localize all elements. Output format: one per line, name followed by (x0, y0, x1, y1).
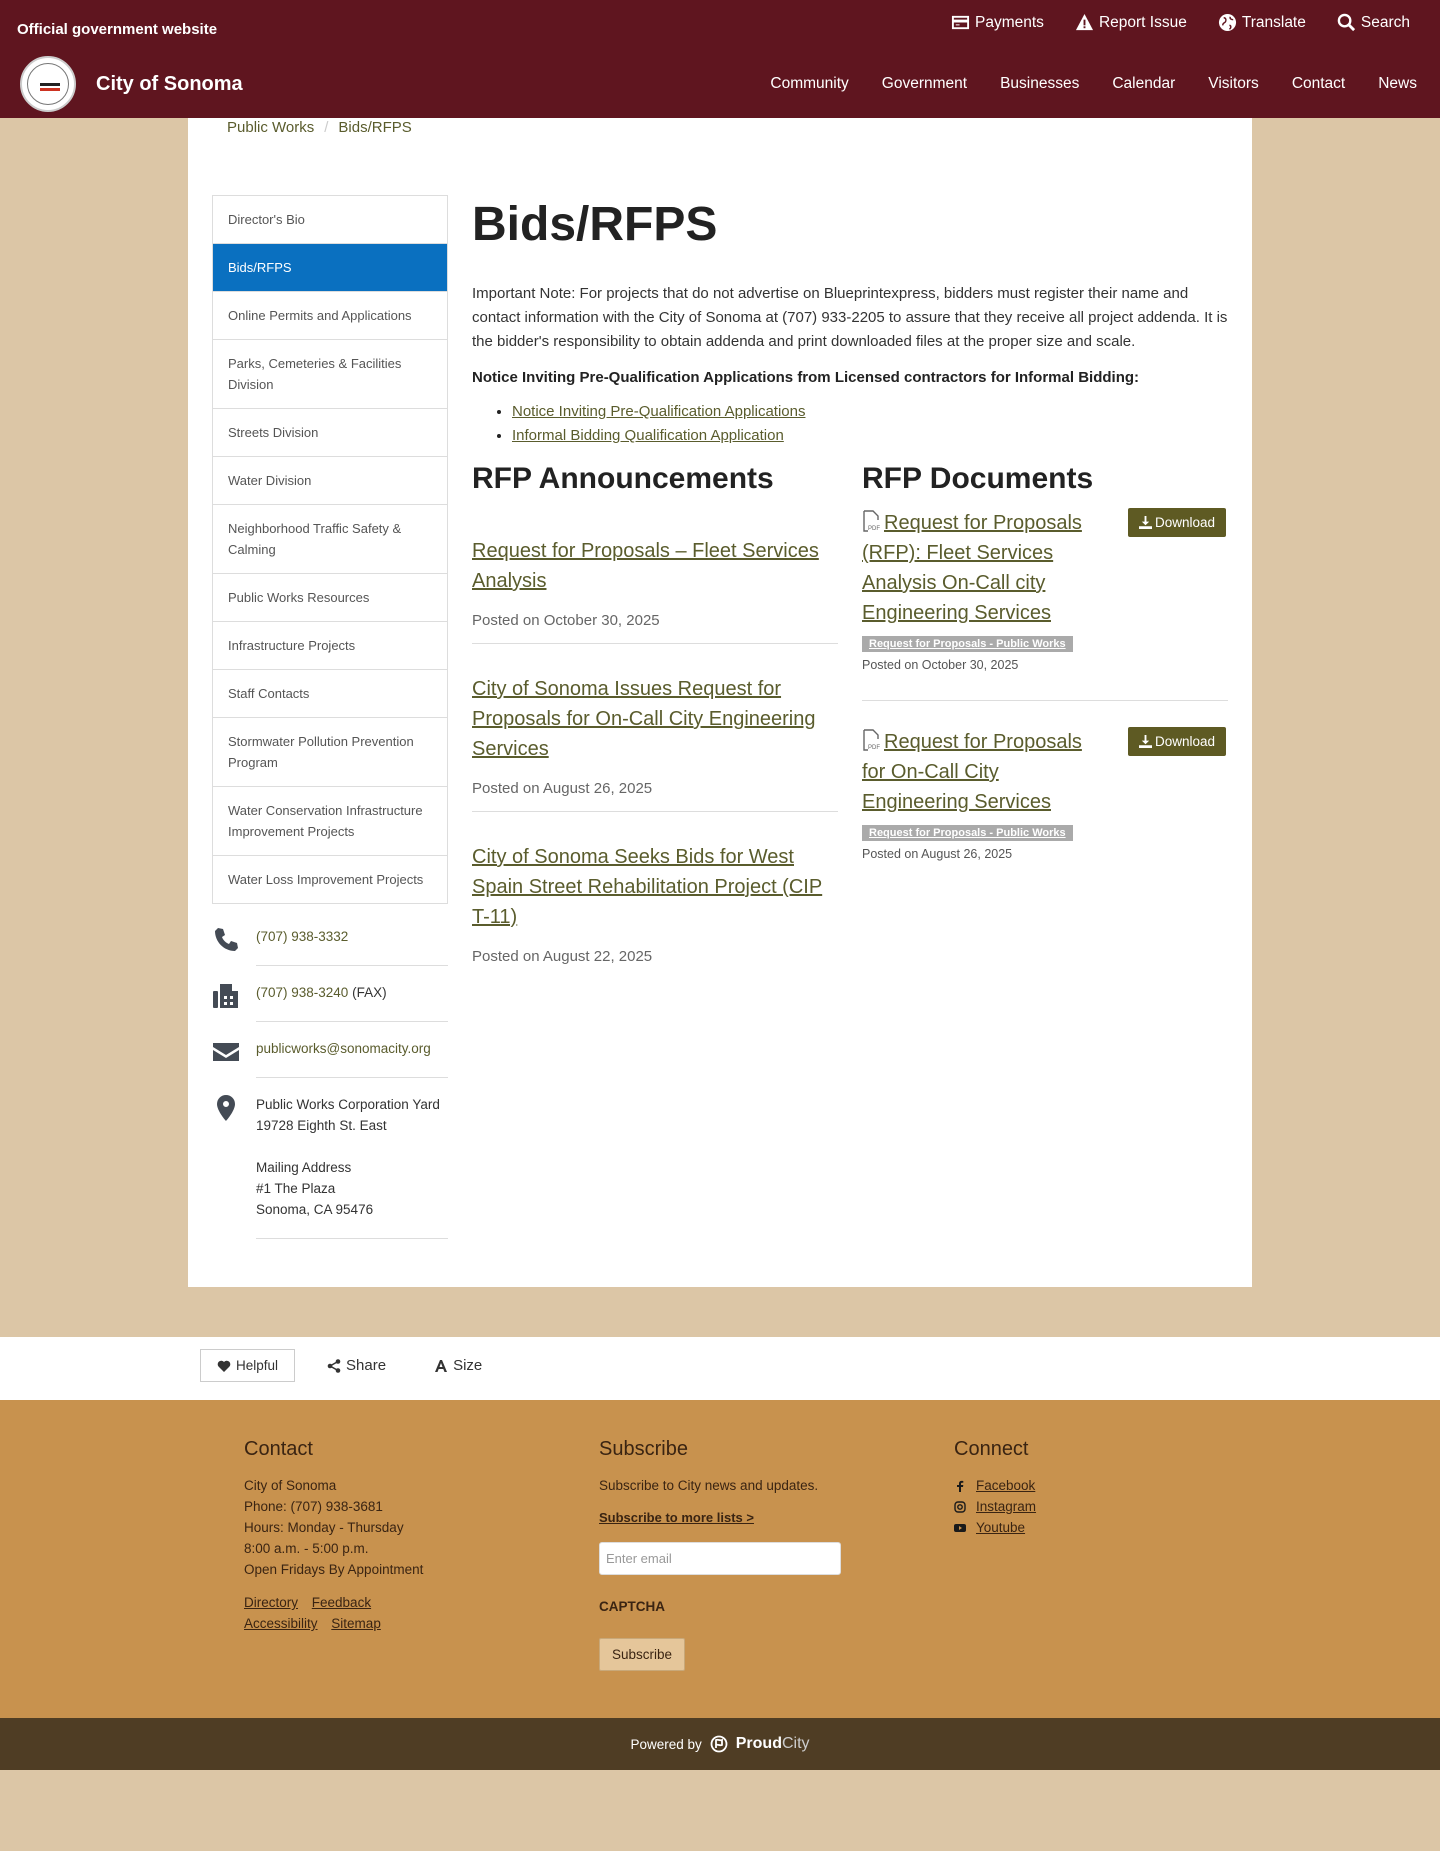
announcement-date: Posted on August 22, 2025 (472, 948, 653, 965)
font-size-icon (434, 1359, 448, 1373)
sidebar-item-water-conservation[interactable]: Water Conservation Infrastructure Improvement Projects (213, 787, 447, 856)
site-header (0, 0, 1440, 118)
credit-card-icon (951, 13, 970, 32)
search-link[interactable]: Search (1337, 13, 1410, 32)
subscribe-more-lists-link[interactable]: Subscribe to more lists > (599, 1510, 754, 1525)
official-site-label: Official government website (17, 21, 218, 38)
sidebar-item-water-loss[interactable]: Water Loss Improvement Projects (228, 872, 424, 887)
subscribe-button[interactable]: Subscribe (599, 1638, 685, 1671)
fax-suffix: (FAX) (348, 985, 387, 1000)
rfp-announcements (472, 462, 838, 1009)
download-icon (1139, 516, 1152, 529)
rfp-documents (862, 462, 1228, 1009)
translate-link[interactable]: Translate (1218, 13, 1306, 32)
share-button[interactable]: Share (311, 1349, 402, 1382)
main-nav (770, 75, 1417, 93)
breadcrumb-separator: / (324, 119, 329, 136)
footer-feedback-link[interactable]: Feedback (311, 1595, 372, 1610)
nav-community[interactable]: Community (770, 75, 849, 92)
page-container (188, 118, 1252, 1287)
sidebar-item-online-permits[interactable]: Online Permits and Applications (213, 292, 447, 340)
announcement-item (472, 536, 838, 644)
sidebar-item-bids-rfps[interactable]: Bids/RFPS (213, 244, 447, 292)
facebook-icon (954, 1480, 966, 1492)
nav-news[interactable]: News (1378, 75, 1417, 92)
announcement-item (472, 842, 838, 979)
informal-bidding-link[interactable]: Informal Bidding Qualification Application (512, 427, 784, 444)
pdf-file-icon (862, 729, 880, 751)
prequalification-links (512, 400, 1228, 448)
proudcity-link[interactable]: ProudCity (735, 1735, 810, 1752)
download-button[interactable]: Download (1128, 727, 1226, 756)
nav-government[interactable]: Government (881, 75, 968, 92)
city-seal-logo (20, 56, 76, 112)
document-item (862, 727, 1228, 889)
notice-inviting-link[interactable]: Notice Inviting Pre-Qualification Applications (512, 403, 806, 420)
section-nav (212, 195, 448, 904)
documents-heading: RFP Documents (862, 462, 1094, 495)
youtube-icon (954, 1522, 966, 1534)
sidebar-item-resources[interactable]: Public Works Resources (213, 574, 447, 622)
sidebar-item-directors-bio[interactable]: Director's Bio (213, 196, 447, 244)
email-link[interactable]: publicworks@sonomacity.org (256, 1041, 431, 1056)
department-contact (212, 910, 448, 1239)
phone-link[interactable]: (707) 938-3332 (256, 929, 349, 944)
document-date: Posted on October 30, 2025 (862, 658, 1019, 672)
nav-contact[interactable]: Contact (1291, 75, 1346, 92)
document-item (862, 508, 1228, 701)
instagram-icon (954, 1501, 966, 1513)
captcha-label: CAPTCHA (599, 1599, 665, 1614)
category-tag[interactable]: Request for Proposals - Public Works (862, 825, 1073, 841)
brand-home-link[interactable] (20, 56, 243, 112)
announcement-item (472, 674, 838, 812)
report-issue-link[interactable]: Report Issue (1075, 13, 1187, 32)
nav-calendar[interactable]: Calendar (1112, 75, 1176, 92)
breadcrumb-current[interactable]: Bids/RFPS (338, 119, 412, 136)
footer-subscribe-heading: Subscribe (599, 1438, 688, 1460)
map-pin-icon (212, 1094, 240, 1122)
announcement-link[interactable]: City of Sonoma Seeks Bids for West Spain Street Rehabilitation Project (CIP T-11) (472, 846, 823, 928)
sidebar-item-staff-contacts[interactable]: Staff Contacts (213, 670, 447, 718)
share-icon (327, 1359, 341, 1373)
nav-businesses[interactable]: Businesses (1000, 75, 1080, 92)
pdf-file-icon (862, 510, 880, 532)
important-note: Important Note: For projects that do not advertise on Blueprintexpress, bidders must register their name and contact information with the City of Sonoma at (707) 933-2205 to assure that they receive all project addenda. It is the bidder's responsibility to obtain addenda and print downloaded files at the proper size and scale. (472, 285, 1228, 350)
powered-by-bar (0, 1718, 1440, 1770)
footer-connect (954, 1438, 1036, 1538)
warning-icon (1075, 13, 1094, 32)
svg-text:PDF: PDF (868, 745, 880, 751)
sidebar-item-traffic-safety[interactable]: Neighborhood Traffic Safety & Calming (213, 505, 447, 574)
footer-subscribe: Subscribe Subscribe to City news and updates. Subscribe to more lists > Enter email CAPTCHA Subscribe (599, 1438, 841, 1671)
footer-accessibility-link[interactable]: Accessibility (244, 1616, 318, 1631)
search-icon (1337, 13, 1356, 32)
phone-icon (212, 926, 240, 954)
announcement-link[interactable]: Request for Proposals – Fleet Services Analysis (472, 540, 819, 592)
proudcity-logo-icon (710, 1735, 728, 1753)
announcements-heading: RFP Announcements (472, 462, 774, 495)
fax-link[interactable]: (707) 938-3240 (256, 985, 349, 1000)
sidebar-item-stormwater[interactable]: Stormwater Pollution Prevention Program (213, 718, 447, 787)
footer-sitemap-link[interactable]: Sitemap (331, 1616, 381, 1631)
email-input[interactable] (599, 1542, 841, 1575)
svg-text:PDF: PDF (868, 526, 880, 532)
utility-nav (951, 13, 1410, 32)
instagram-link[interactable]: Instagram (976, 1499, 1037, 1514)
main-content (472, 195, 1228, 1239)
sidebar-item-streets[interactable]: Streets Division (213, 409, 447, 457)
globe-icon (1218, 13, 1237, 32)
footer-contact-heading: Contact (244, 1438, 313, 1460)
document-date: Posted on August 26, 2025 (862, 847, 1013, 861)
page-tools-bar (0, 1337, 1440, 1400)
category-tag[interactable]: Request for Proposals - Public Works (862, 636, 1073, 652)
download-icon (1139, 735, 1152, 748)
heart-icon (217, 1359, 231, 1373)
nav-visitors[interactable]: Visitors (1208, 75, 1259, 92)
sidebar-item-water[interactable]: Water Division (213, 457, 447, 505)
text-size-button[interactable]: Size (418, 1349, 498, 1382)
document-link[interactable]: Request for Proposals for On-Call City Engineering Services (862, 731, 1082, 813)
facebook-link[interactable]: Facebook (976, 1478, 1036, 1493)
address-block: Public Works Corporation Yard 19728 Eighth St. East Mailing Address #1 The Plaza Sonoma, CA 95476 (256, 1078, 448, 1239)
fax-icon (212, 982, 240, 1010)
youtube-link[interactable]: Youtube (976, 1520, 1026, 1535)
sidebar-item-infrastructure[interactable]: Infrastructure Projects (213, 622, 447, 670)
page-title: Bids/RFPS (472, 198, 718, 251)
envelope-icon (212, 1038, 240, 1066)
site-footer (0, 1400, 1440, 1718)
breadcrumb-public-works[interactable]: Public Works (227, 119, 315, 136)
announcement-link[interactable]: City of Sonoma Issues Request for Proposals for On-Call City Engineering Services (472, 678, 816, 760)
announcement-date: Posted on October 30, 2025 (472, 612, 660, 629)
site-name: City of Sonoma (96, 72, 243, 95)
document-link[interactable]: Request for Proposals (RFP): Fleet Services Analysis On-Call city Engineering Services (862, 512, 1082, 624)
sidebar-item-parks-cemeteries[interactable]: Parks, Cemeteries & Facilities Division (213, 340, 447, 409)
breadcrumb (212, 118, 1228, 195)
footer-contact: Contact City of Sonoma Phone: (707) 938-3681 Hours: Monday - Thursday 8:00 a.m. - 5:00 p.m. Open Fridays By Appointment Directory Feedback Accessibility Sitemap (244, 1438, 424, 1631)
download-button[interactable]: Download (1128, 508, 1226, 537)
footer-connect-heading: Connect (954, 1438, 1029, 1460)
announcement-date: Posted on August 26, 2025 (472, 780, 653, 797)
sidebar (212, 195, 448, 1239)
footer-directory-link[interactable]: Directory (244, 1595, 299, 1610)
helpful-button[interactable]: Helpful (200, 1349, 295, 1382)
powered-by-label: Powered by (630, 1736, 702, 1752)
prequalification-notice: Notice Inviting Pre-Qualification Applications from Licensed contractors for Informal Bidding: (472, 369, 1140, 386)
payments-link[interactable]: Payments (951, 13, 1044, 32)
